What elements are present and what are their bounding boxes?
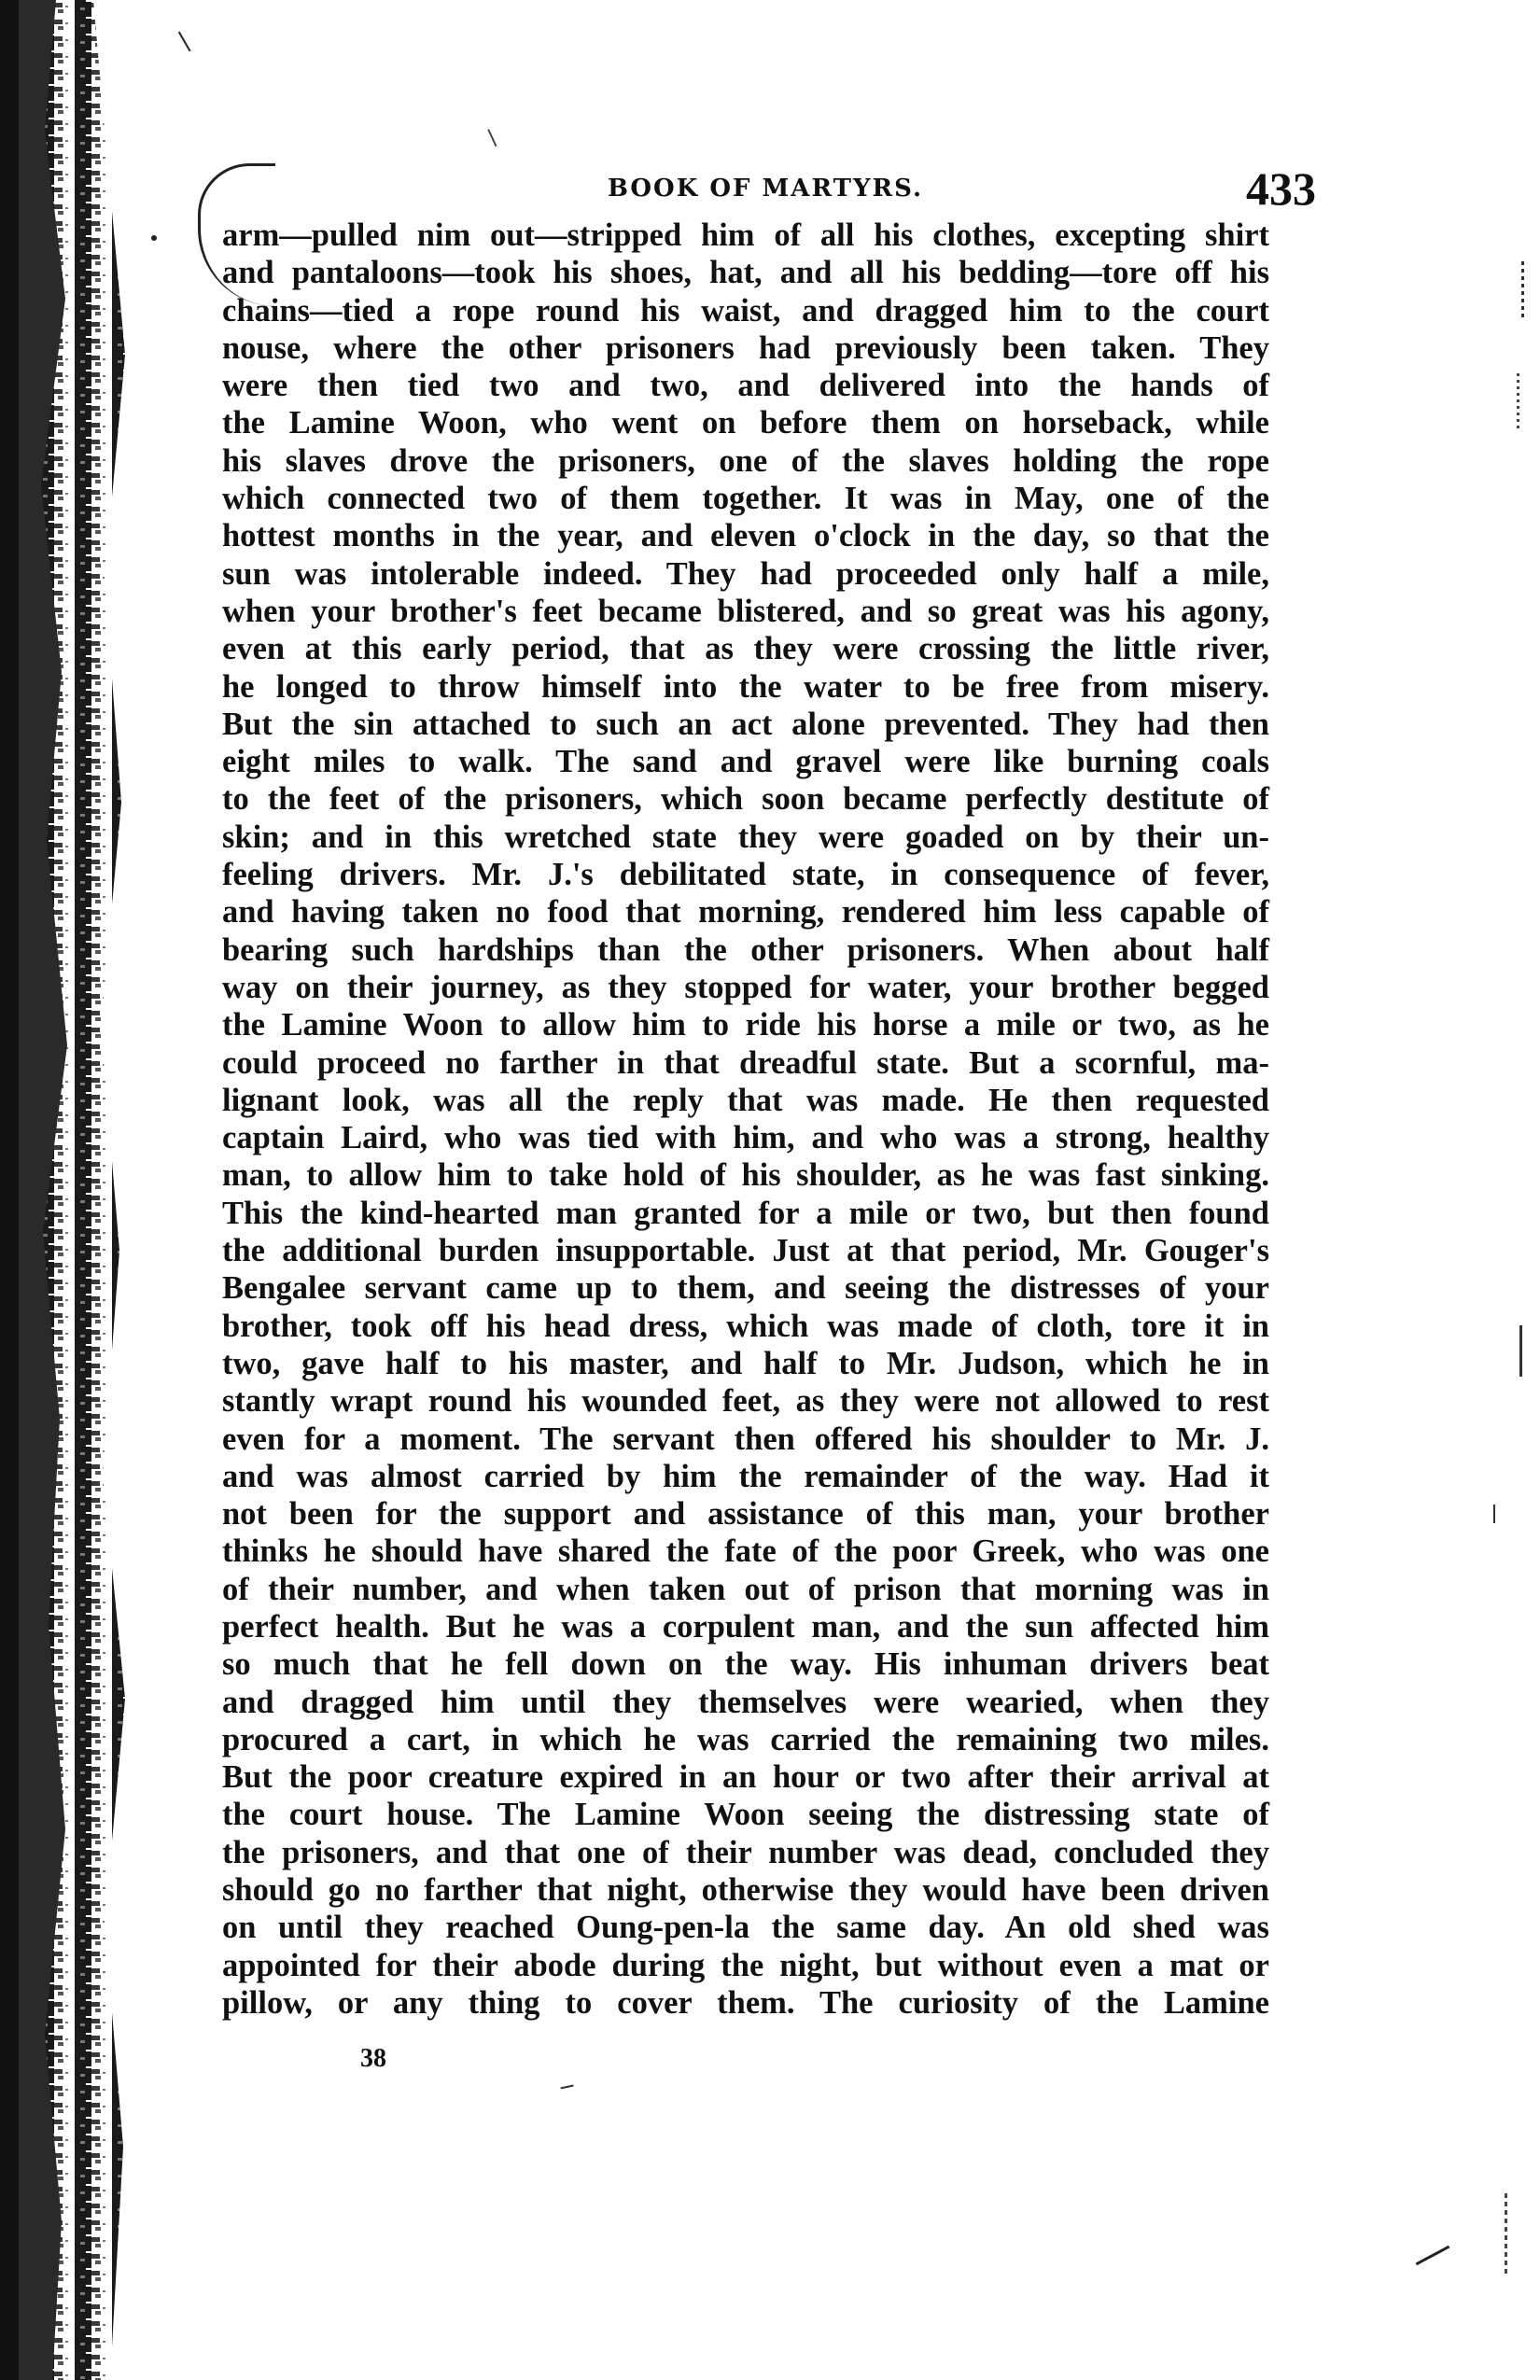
text-line: way on their journey, as they stopped for water, your brother begged (222, 969, 1269, 1005)
text-line: when your brother's feet became blistered, and so great was his agony, (222, 593, 1269, 629)
text-line: the court house. The Lamine Woon seeing the distressing state of (222, 1797, 1269, 1833)
scan-binding-edge (0, 0, 140, 2380)
running-head: BOOK OF MARTYRS. (607, 175, 924, 203)
text-line: which connected two of them together. It was in May, one of the (222, 481, 1269, 517)
text-line: But the sin attached to such an act alone prevented. They had then (222, 706, 1269, 742)
body-text (222, 217, 1269, 2022)
text-line: even for a moment. The servant then offered his shoulder to Mr. J. (222, 1421, 1269, 1457)
text-line: chains—tied a rope round his waist, and dragged him to the court (222, 292, 1269, 329)
text-line: the Lamine Woon to allow him to ride his horse a mile or two, as he (222, 1007, 1269, 1043)
signature-mark: 38 (360, 2044, 386, 2073)
stray-scan-mark (151, 235, 157, 241)
stray-scan-mark (1521, 261, 1524, 317)
text-line: were then tied two and two, and delivered into the hands of (222, 368, 1269, 404)
text-line: to the feet of the prisoners, which soon became perfectly destitute of (222, 781, 1269, 818)
text-line: and was almost carried by him the remainder of the way. Had it (222, 1458, 1269, 1494)
text-line: even at this early period, that as they were crossing the little river, (222, 631, 1269, 667)
text-line: nouse, where the other prisoners had previously been taken. They (222, 329, 1269, 366)
text-line: arm—pulled nim out—stripped him of all his clothes, excepting shirt (222, 217, 1269, 253)
text-line: procured a cart, in which he was carried the remaining two miles. (222, 1721, 1269, 1757)
text-line: But the poor creature expired in an hour or two after their arrival at (222, 1759, 1269, 1796)
stray-scan-mark (1416, 2246, 1450, 2265)
text-line: perfect health. But he was a corpulent man, and the sun affected him (222, 1608, 1269, 1645)
text-line: and dragged him until they themselves were wearied, when they (222, 1684, 1269, 1720)
text-line: stantly wrapt round his wounded feet, as they were not allowed to rest (222, 1383, 1269, 1420)
stray-scan-mark (1517, 373, 1519, 429)
stray-scan-mark (1519, 1325, 1522, 1377)
text-line: hottest months in the year, and eleven o'clock in the day, so that the (222, 518, 1269, 554)
text-line: he longed to throw himself into the water to be free from misery. (222, 668, 1269, 705)
text-line: eight miles to walk. The sand and gravel were like burning coals (222, 744, 1269, 780)
text-line: and pantaloons—took his shoes, hat, and all his bedding—tore off his (222, 255, 1269, 291)
stray-scan-mark (1493, 1505, 1512, 1523)
text-line: Bengalee servant came up to them, and seeing the distresses of your (222, 1270, 1269, 1307)
text-line: the Lamine Woon, who went on before them on horseback, while (222, 405, 1269, 441)
text-line: so much that he fell down on the way. His inhuman drivers beat (222, 1646, 1269, 1683)
page-number: 433 (1246, 162, 1316, 215)
text-line: two, gave half to his master, and half to Mr. Judson, which he in (222, 1345, 1269, 1381)
stray-scan-mark (178, 27, 199, 52)
stray-scan-mark (1505, 2193, 1507, 2277)
text-line: appointed for their abode during the night, but without even a mat or (222, 1947, 1269, 1983)
text-line: of their number, and when taken out of prison that morning was in (222, 1571, 1269, 1607)
text-line: feeling drivers. Mr. J.'s debilitated state, in consequence of fever, (222, 857, 1269, 893)
stray-scan-mark (487, 126, 504, 147)
text-line: and having taken no food that morning, rendered him less capable of (222, 894, 1269, 931)
text-line: the additional burden insupportable. Just at that period, Mr. Gouger's (222, 1233, 1269, 1269)
text-line: brother, took off his head dress, which was made of cloth, tore it in (222, 1308, 1269, 1344)
text-line: pillow, or any thing to cover them. The curiosity of the Lamine (222, 1984, 1269, 2021)
page-header (215, 154, 1316, 219)
text-line: should go no farther that night, otherwise they would have been driven (222, 1872, 1269, 1909)
text-line: not been for the support and assistance of this man, your brother (222, 1496, 1269, 1533)
text-line: his slaves drove the prisoners, one of the slaves holding the rope (222, 442, 1269, 479)
text-line: the prisoners, and that one of their number was dead, concluded they (222, 1834, 1269, 1870)
text-line: sun was intolerable indeed. They had proceeded only half a mile, (222, 555, 1269, 592)
text-line: bearing such hardships than the other prisoners. When about half (222, 931, 1269, 968)
text-line: This the kind-hearted man granted for a mile or two, but then found (222, 1195, 1269, 1231)
text-line: man, to allow him to take hold of his shoulder, as he was fast sinking. (222, 1157, 1269, 1194)
text-line: could proceed no farther in that dreadful state. But a scornful, ma- (222, 1044, 1269, 1081)
text-line: thinks he should have shared the fate of the poor Greek, who was one (222, 1533, 1269, 1570)
stray-scan-mark (559, 2080, 573, 2090)
text-line: captain Laird, who was tied with him, and who was a strong, healthy (222, 1120, 1269, 1156)
text-line: lignant look, was all the reply that was made. He then requested (222, 1082, 1269, 1118)
text-line: skin; and in this wretched state they were goaded on by their un- (222, 819, 1269, 855)
text-line: on until they reached Oung-pen-la the same day. An old shed was (222, 1910, 1269, 1946)
